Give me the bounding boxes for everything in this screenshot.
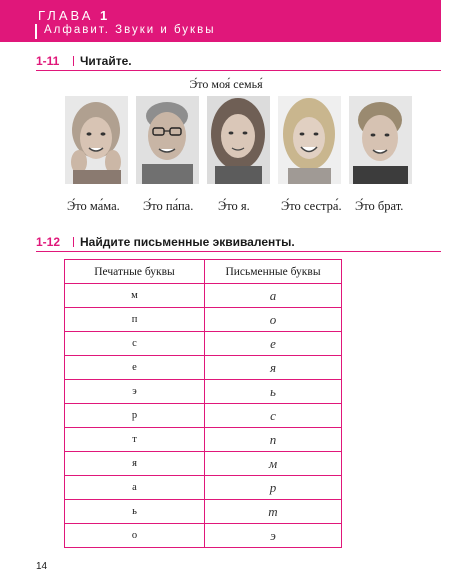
table-row xyxy=(65,404,342,428)
letters-table xyxy=(64,259,342,548)
table-row xyxy=(65,380,342,404)
cursive-letter: м xyxy=(205,452,342,476)
print-letter: я xyxy=(65,452,205,476)
photo-father xyxy=(136,96,199,184)
table-row xyxy=(65,524,342,548)
print-letter: м xyxy=(65,284,205,308)
caption-sister: Э́то сестра́. xyxy=(281,199,342,213)
family-title: Э́то моя́ семья́ xyxy=(189,77,263,91)
exercise-title: Читайте. xyxy=(80,54,132,68)
cursive-letter: э xyxy=(205,524,342,548)
cursive-letter: я xyxy=(205,356,342,380)
table-row xyxy=(65,476,342,500)
caption-father: Э́то па́па. xyxy=(143,199,194,213)
table-row xyxy=(65,356,342,380)
header-print-letters: Печатные буквы xyxy=(65,260,205,284)
print-letter: ь xyxy=(65,500,205,524)
table-row xyxy=(65,500,342,524)
subtitle-divider xyxy=(35,24,37,39)
print-letter: э xyxy=(65,380,205,404)
table-row xyxy=(65,428,342,452)
print-letter: а xyxy=(65,476,205,500)
exercise-number: 1-11 xyxy=(36,54,60,68)
exercise-separator xyxy=(73,56,74,66)
print-letter: р xyxy=(65,404,205,428)
table-row xyxy=(65,284,342,308)
photo-sister xyxy=(278,96,341,184)
caption-mother: Э́то ма́ма. xyxy=(67,199,120,213)
chapter-header xyxy=(0,0,441,42)
cursive-letter: а xyxy=(205,284,342,308)
table-row xyxy=(65,452,342,476)
cursive-letter: е xyxy=(205,332,342,356)
print-letter: е xyxy=(65,356,205,380)
exercise-number: 1-12 xyxy=(36,235,61,249)
print-letter: о xyxy=(65,524,205,548)
chapter-subtitle: Алфавит. Звуки и буквы xyxy=(44,24,216,36)
chapter-heading xyxy=(38,8,108,23)
photo-me xyxy=(207,96,270,184)
cursive-letter: ь xyxy=(205,380,342,404)
print-letter: с xyxy=(65,332,205,356)
cursive-letter: о xyxy=(205,308,342,332)
photo-mother xyxy=(65,96,128,184)
page-number: 14 xyxy=(36,561,48,572)
table-row xyxy=(65,308,342,332)
cursive-letter: р xyxy=(205,476,342,500)
cursive-letter: с xyxy=(205,404,342,428)
exercise-separator xyxy=(73,237,74,247)
exercise-rule xyxy=(36,251,441,252)
exercise-rule xyxy=(36,70,441,71)
caption-me: Э́то я. xyxy=(218,199,250,213)
chapter-label: ГЛАВА xyxy=(38,8,94,23)
table-header-row xyxy=(65,260,342,284)
header-cursive-letters: Письменные буквы xyxy=(205,260,342,284)
cursive-letter: т xyxy=(205,500,342,524)
cursive-letter: п xyxy=(205,428,342,452)
exercise-title: Найдите письменные эквиваленты. xyxy=(80,235,295,249)
chapter-number: 1 xyxy=(100,8,109,23)
table-row xyxy=(65,332,342,356)
photo-brother xyxy=(349,96,412,184)
print-letter: т xyxy=(65,428,205,452)
print-letter: п xyxy=(65,308,205,332)
caption-brother: Э́то брат. xyxy=(355,199,404,213)
